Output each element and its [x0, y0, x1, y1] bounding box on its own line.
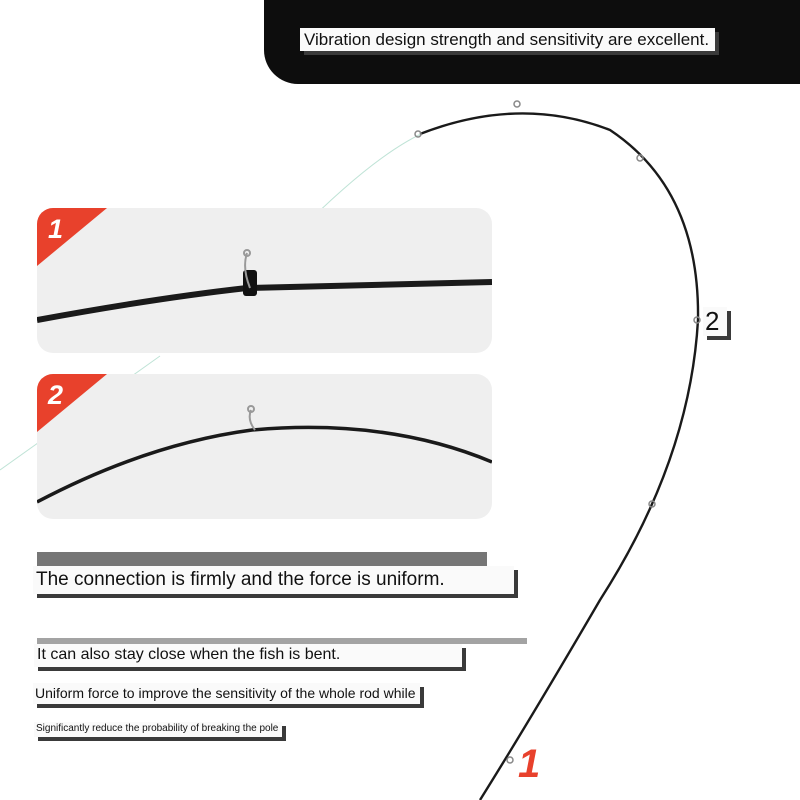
rod-closeup-2 [37, 374, 492, 519]
reduce-caption: Significantly reduce the probability of breaking the pole [34, 722, 282, 737]
badge-2-number: 2 [48, 380, 64, 410]
uniform-caption: Uniform force to improve the sensitivity of the whole rod while [33, 683, 420, 704]
rod-closeup-1 [37, 208, 492, 353]
guide-ring [514, 101, 520, 107]
detail-panel-2 [37, 374, 492, 519]
guide-ring [507, 757, 513, 763]
rod-callout-2: 2 [703, 307, 727, 336]
close-caption: It can also stay close when the fish is bent. [34, 644, 462, 667]
detail-panel-1 [37, 208, 492, 353]
top-caption: Vibration design strength and sensitivity are excellent. [300, 28, 715, 51]
rod-callout-1: 1 [518, 742, 541, 786]
obscured-heading [37, 552, 487, 566]
badge-1-number: 1 [48, 214, 64, 244]
connection-caption: The connection is firmly and the force is uniform. [33, 566, 514, 594]
